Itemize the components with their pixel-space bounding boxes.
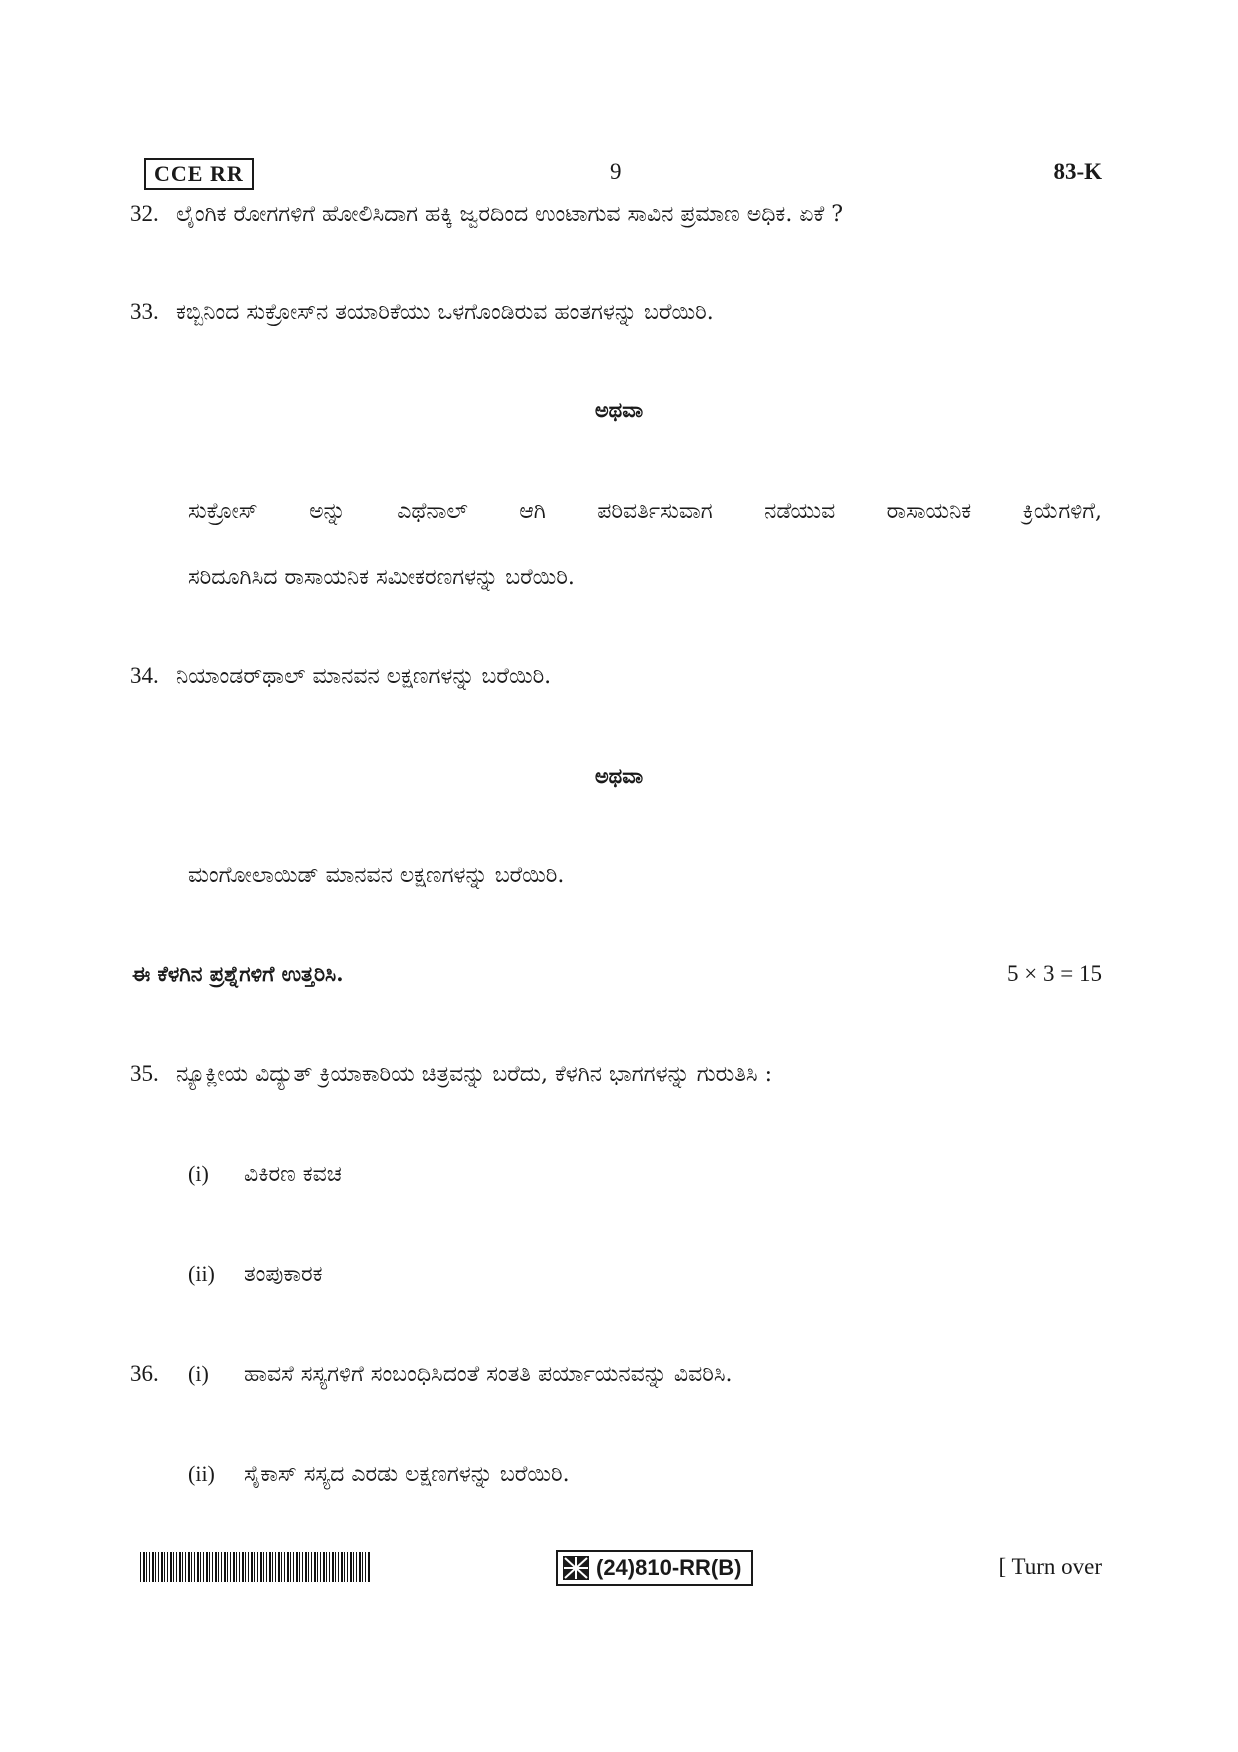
question-32 xyxy=(130,198,843,231)
section-heading: ಈ ಕೆಳಗಿನ ಪ್ರಶ್ನೆಗಳಿಗೆ ಉತ್ತರಿಸಿ. xyxy=(132,961,344,986)
question-number: 34. xyxy=(130,663,159,688)
footer-code-box xyxy=(556,1550,753,1586)
question-33-alt-line-1: ಸುಕ್ರೋಸ್ ಅನ್ನು ಎಥೆನಾಲ್ ಆಗಿ ಪರಿವರ್ತಿಸುವಾಗ ನಡೆಯುವ ರಾಸಾಯನಿಕ ಕ್ರಿಯೆಗಳಿಗೆ, xyxy=(188,499,1102,524)
or-divider: ಅಥವಾ xyxy=(594,397,644,422)
question-34-alt: ಮಂಗೋಲಾಯಿಡ್ ಮಾನವನ ಲಕ್ಷಣಗಳನ್ನು ಬರೆಯಿರಿ. xyxy=(188,863,565,888)
page-number: 9 xyxy=(610,159,622,184)
part-text: ಹಾವಸೆ ಸಸ್ಯಗಳಿಗೆ ಸಂಬಂಧಿಸಿದಂತೆ ಸಂತತಿ ಪರ್ಯಾಯನವನ್ನು ವಿವರಿಸಿ. xyxy=(244,1362,733,1387)
part-label: (i) xyxy=(188,1161,209,1186)
part-text: ತಂಪುಕಾರಕ xyxy=(244,1262,323,1287)
question-36 xyxy=(130,1358,733,1391)
question-36-part-ii xyxy=(188,1458,570,1491)
question-text: ನ್ಯೂಕ್ಲೀಯ ವಿದ್ಯುತ್ ಕ್ರಿಯಾಕಾರಿಯ ಚಿತ್ರವನ್ನು ಬರೆದು, ಕೆಳಗಿನ ಭಾಗಗಳನ್ನು ಗುರುತಿಸಿ : xyxy=(176,1062,772,1087)
or-divider: ಅಥವಾ xyxy=(594,763,644,788)
question-33-alt-line-2: ಸರಿದೂಗಿಸಿದ ರಾಸಾಯನಿಕ ಸಮೀಕರಣಗಳನ್ನು ಬರೆಯಿರಿ. xyxy=(188,565,575,590)
question-number: 33. xyxy=(130,299,159,324)
question-text: ನಿಯಾಂಡರ್‌ಥಾಲ್ ಮಾನವನ ಲಕ್ಷಣಗಳನ್ನು ಬರೆಯಿರಿ. xyxy=(176,664,552,689)
question-35 xyxy=(130,1058,772,1091)
crossed-box-icon xyxy=(562,1555,590,1581)
question-text: ಲೈಂಗಿಕ ರೋಗಗಳಿಗೆ ಹೋಲಿಸಿದಾಗ ಹಕ್ಕಿ ಜ್ವರದಿಂದ ಉಂಟಾಗುವ ಸಾವಿನ ಪ್ರಮಾಣ ಅಧಿಕ. ಏಕೆ ? xyxy=(176,202,844,227)
part-label: (i) xyxy=(188,1361,209,1386)
question-number: 32. xyxy=(130,201,159,226)
section-marks: 5 × 3 = 15 xyxy=(1007,961,1102,986)
question-text: ಕಬ್ಬಿನಿಂದ ಸುಕ್ರೋಸ್‌ನ ತಯಾರಿಕೆಯು ಒಳಗೊಂಡಿರುವ ಹಂತಗಳನ್ನು ಬರೆಯಿರಿ. xyxy=(176,300,714,325)
question-35-part-ii xyxy=(188,1258,323,1291)
turn-over-text: [ Turn over xyxy=(998,1554,1102,1579)
part-label: (ii) xyxy=(188,1461,215,1486)
question-number: 35. xyxy=(130,1061,159,1086)
question-33 xyxy=(130,296,714,329)
footer-code: (24)810-RR(B) xyxy=(596,1555,742,1580)
header-code-box: CCE RR xyxy=(144,158,254,190)
part-text: ವಿಕಿರಣ ಕವಚ xyxy=(244,1162,342,1187)
paper-code: 83-K xyxy=(1053,159,1102,184)
barcode xyxy=(140,1552,370,1582)
question-34 xyxy=(130,660,551,693)
part-text: ಸೈಕಾಸ್ ಸಸ್ಯದ ಎರಡು ಲಕ್ಷಣಗಳನ್ನು ಬರೆಯಿರಿ. xyxy=(244,1462,570,1487)
part-label: (ii) xyxy=(188,1261,215,1286)
question-35-part-i xyxy=(188,1158,342,1191)
question-number: 36. xyxy=(130,1361,159,1386)
